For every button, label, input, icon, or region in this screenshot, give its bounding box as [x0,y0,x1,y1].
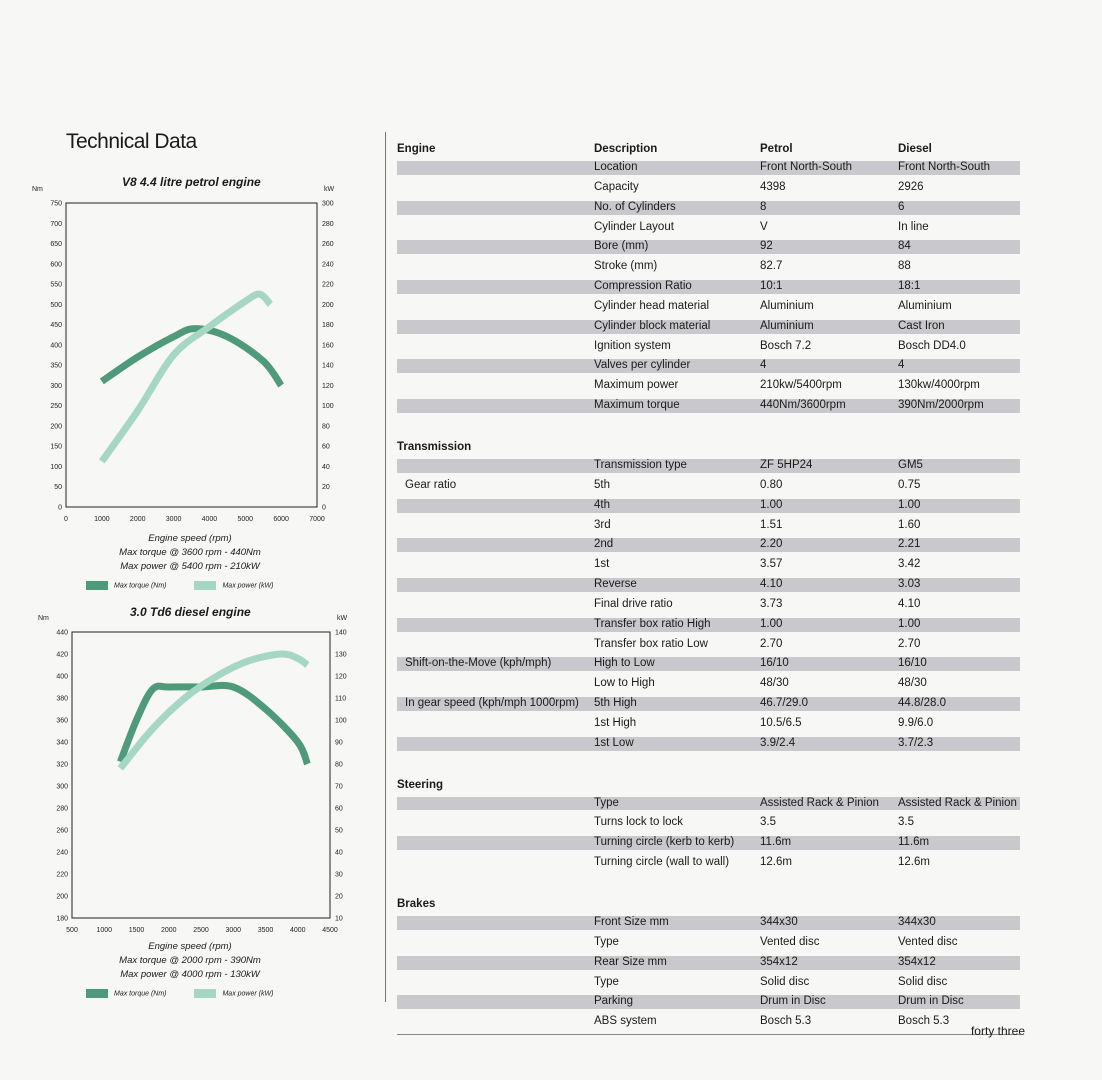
section-spacer [397,416,1020,426]
y-right-tick-label: 260 [322,241,334,249]
row-shading [397,280,1020,294]
row-description: Cylinder head material [594,299,710,312]
row-diesel-value: 390Nm/2000rpm [898,399,984,412]
y-left-tick-label: 240 [56,849,68,857]
row-petrol-value: 1.00 [760,498,783,511]
row-description: Parking [594,995,633,1008]
row-petrol-value: V [760,220,768,233]
row-diesel-value: 12.6m [898,856,930,869]
row-shading [397,359,1020,373]
row-description: Capacity [594,180,639,193]
table-row [397,496,1020,516]
row-petrol-value: 10.5/6.5 [760,716,802,729]
row-petrol-value: 4 [760,359,767,372]
y-left-tick-label: 650 [50,241,62,249]
y-left-tick-label: 280 [56,805,68,813]
table-row [397,257,1020,277]
row-diesel-value: 354x12 [898,955,936,968]
petrol-chart-block [32,170,340,600]
table-row [397,356,1020,376]
section-header [397,128,1020,158]
y-right-tick-label: 0 [322,504,326,512]
petrol-chart-title: V8 4.4 litre petrol engine [122,175,261,189]
y-left-tick-label: 320 [56,761,68,769]
diesel-power-note: Max power @ 4000 rpm - 130kW [120,969,260,980]
table-row [397,734,1020,754]
y-left-tick-label: 250 [50,403,62,411]
y-left-tick-label: 200 [56,893,68,901]
row-petrol-value: 12.6m [760,856,792,869]
y-right-unit: kW [323,186,335,193]
y-right-tick-label: 130 [335,651,347,659]
y-left-tick-label: 400 [56,673,68,681]
row-petrol-value: 2.70 [760,637,783,650]
row-description: 4th [594,498,610,511]
section-spacer [397,873,1020,883]
row-description: Stroke (mm) [594,260,658,273]
row-description: Maximum power [594,379,679,392]
y-right-tick-label: 100 [335,717,347,725]
row-diesel-value: Solid disc [898,975,948,988]
row-petrol-value: ZF 5HP24 [760,458,813,471]
x-tick-label: 0 [64,516,68,523]
petrol-torque-note: Max torque @ 3600 rpm - 440Nm [119,547,261,558]
x-tick-label: 1000 [94,516,110,523]
row-diesel-value: In line [898,220,929,233]
row-description: Transmission type [594,458,687,471]
y-left-tick-label: 700 [50,220,62,228]
table-row [397,178,1020,198]
row-petrol-value: 210kw/5400rpm [760,379,842,392]
row-diesel-value: 2926 [898,180,924,193]
y-right-tick-label: 160 [322,342,334,350]
row-diesel-value: Cast Iron [898,319,945,332]
y-left-tick-label: 300 [50,382,62,390]
x-tick-label: 1500 [128,927,145,934]
table-row [397,277,1020,297]
row-petrol-value: 344x30 [760,916,798,928]
column-header-diesel: Diesel [898,143,932,155]
row-petrol-value: Aluminium [760,319,814,332]
row-petrol-value: 11.6m [760,836,792,849]
row-description: Turns lock to lock [594,816,684,829]
row-petrol-value: 92 [760,240,773,253]
row-petrol-value: 8 [760,200,767,213]
table-row [397,555,1020,575]
y-left-tick-label: 220 [56,871,68,879]
y-right-tick-label: 20 [322,484,330,492]
x-tick-label: 1000 [96,927,113,934]
row-petrol-value: 4398 [760,180,786,193]
page-number: forty three [970,1024,1025,1038]
row-petrol-value: 4.10 [760,578,783,591]
table-row [397,674,1020,694]
table-row [397,654,1020,674]
row-description: Maximum torque [594,399,680,412]
y-left-tick-label: 260 [56,827,68,835]
torque-curve [120,685,307,764]
table-row [397,833,1020,853]
table-row [397,714,1020,734]
row-description: Compression Ratio [594,280,692,293]
row-diesel-value: 3.42 [898,558,921,571]
row-shading [397,459,1020,473]
row-petrol-value: 82.7 [760,260,783,273]
row-description: 1st Low [594,736,634,749]
row-diesel-value: 344x30 [898,916,936,928]
row-diesel-value: GM5 [898,458,923,471]
row-diesel-value: Front North-South [898,161,991,173]
x-tick-label: 2500 [193,927,209,934]
y-right-tick-label: 50 [335,827,343,835]
y-right-tick-label: 70 [335,783,343,791]
table-row [397,973,1020,993]
row-petrol-value: 3.5 [760,816,776,829]
y-left-tick-label: 420 [56,651,68,659]
section-header [397,764,1020,794]
row-description: 1st High [594,716,637,729]
table-row [397,992,1020,1012]
diesel-legend [86,989,299,998]
table-row [397,376,1020,396]
row-description: Transfer box ratio High [594,617,711,630]
y-left-tick-label: 0 [58,504,62,512]
y-right-tick-label: 200 [322,301,334,309]
x-tick-label: 7000 [309,516,325,523]
row-description: Cylinder Layout [594,220,674,233]
row-shading [397,499,1020,513]
row-shading [397,201,1020,215]
row-description: Front Size mm [594,916,669,928]
table-row [397,575,1020,595]
y-right-tick-label: 300 [322,200,334,208]
row-shading [397,240,1020,254]
row-petrol-value: 0.80 [760,478,783,491]
y-left-tick-label: 440 [56,629,68,637]
row-group-label: Gear ratio [405,478,457,491]
y-left-tick-label: 100 [50,463,62,471]
y-right-tick-label: 10 [335,915,343,923]
y-left-tick-label: 750 [50,200,62,208]
row-diesel-value: 6 [898,200,905,213]
row-petrol-value: Vented disc [760,935,820,948]
y-right-tick-label: 40 [335,849,343,857]
diesel-torque-note: Max torque @ 2000 rpm - 390Nm [119,955,261,966]
column-header-petrol: Petrol [760,143,793,155]
y-right-tick-label: 30 [335,871,343,879]
y-left-unit: Nm [38,615,49,622]
table-row [397,476,1020,496]
y-right-tick-label: 220 [322,281,334,289]
row-description: No. of Cylinders [594,200,676,213]
x-tick-label: 2000 [160,927,177,934]
diesel-chart-title: 3.0 Td6 diesel engine [130,605,251,619]
row-diesel-value: 1.00 [898,617,921,630]
petrol-chart [32,170,340,530]
page-title: Technical Data [66,130,197,153]
row-petrol-value: 1.51 [760,518,783,531]
table-row [397,297,1020,317]
table-row [397,158,1020,178]
section-title: Transmission [397,440,472,453]
table-row [397,933,1020,953]
spec-table [397,128,1020,1035]
x-tick-label: 3500 [257,927,274,934]
row-description: 3rd [594,518,611,531]
row-description: Valves per cylinder [594,359,691,372]
x-tick-label: 5000 [237,516,254,523]
section-title: Engine [397,143,436,155]
row-petrol-value: 1.00 [760,617,783,630]
y-right-tick-label: 240 [322,261,334,269]
diesel-xlabel: Engine speed (rpm) [148,941,232,952]
petrol-chart-caption [40,532,340,574]
row-diesel-value: 3.03 [898,578,921,591]
row-description: 2nd [594,538,614,551]
table-row [397,198,1020,218]
row-description: Turning circle (wall to wall) [594,856,730,869]
y-right-tick-label: 80 [335,761,343,769]
y-right-tick-label: 60 [322,443,330,451]
row-description: Type [594,975,619,988]
row-description: 5th [594,478,610,491]
y-left-unit: Nm [32,186,43,193]
y-right-unit: kW [336,615,348,622]
y-right-tick-label: 100 [322,403,334,411]
y-left-tick-label: 300 [56,783,68,791]
table-row [397,337,1020,357]
row-petrol-value: 440Nm/3600rpm [760,399,846,412]
row-description: High to Low [594,657,655,670]
x-tick-label: 500 [66,927,78,934]
y-right-tick-label: 120 [322,382,334,390]
table-bottom-rule [397,1034,1020,1035]
table-row [397,535,1020,555]
row-diesel-value: 11.6m [898,836,930,849]
legend-item-power: Max power (kW) [194,989,273,998]
table-row [397,813,1020,833]
y-right-tick-label: 120 [335,673,347,681]
row-diesel-value: 9.9/6.0 [898,716,934,729]
table-row [397,794,1020,814]
y-right-tick-label: 60 [335,805,343,813]
table-row [397,237,1020,257]
x-tick-label: 3000 [225,927,242,934]
table-row [397,396,1020,416]
row-description: 1st [594,558,610,571]
y-left-tick-label: 400 [50,342,62,350]
table-row [397,516,1020,536]
row-petrol-value: 48/30 [760,677,789,690]
row-diesel-value: 1.00 [898,498,921,511]
row-petrol-value: Solid disc [760,975,810,988]
row-diesel-value: Vented disc [898,935,958,948]
row-diesel-value: 130kw/4000rpm [898,379,980,392]
y-right-tick-label: 40 [322,463,330,471]
row-description: Ignition system [594,339,671,352]
y-left-tick-label: 200 [50,423,62,431]
y-left-tick-label: 500 [50,301,62,309]
row-diesel-value: 3.5 [898,816,914,829]
table-row [397,456,1020,476]
y-right-tick-label: 20 [335,893,343,901]
y-right-tick-label: 140 [322,362,334,370]
row-diesel-value: 0.75 [898,478,921,491]
y-left-tick-label: 450 [50,322,62,330]
row-diesel-value: 4.10 [898,597,921,610]
y-right-tick-label: 90 [335,739,343,747]
row-description: Reverse [594,578,637,591]
y-left-tick-label: 360 [56,717,68,725]
x-tick-label: 4000 [201,516,218,523]
y-left-tick-label: 380 [56,695,68,703]
row-description: Bore (mm) [594,240,649,253]
row-description: ABS system [594,1015,657,1028]
plot-frame [72,632,330,918]
row-description: Low to High [594,677,655,690]
diesel-chart-caption [40,940,340,982]
table-row [397,913,1020,933]
row-diesel-value: Bosch 5.3 [898,1015,950,1028]
x-tick-label: 4500 [322,927,338,934]
row-description: Cylinder block material [594,319,711,332]
legend-item-torque: Max torque (Nm) [86,581,167,590]
table-row [397,1012,1020,1032]
row-diesel-value: 48/30 [898,677,927,690]
x-tick-label: 6000 [273,516,289,523]
table-row [397,694,1020,714]
diesel-chart-block [38,600,348,1010]
row-description: Rear Size mm [594,955,667,968]
y-left-tick-label: 340 [56,739,68,747]
section-spacer [397,754,1020,764]
petrol-legend [86,581,299,590]
row-description: Turning circle (kerb to kerb) [594,836,735,849]
row-shading [397,578,1020,592]
legend-item-power: Max power (kW) [194,581,273,590]
row-description: Transfer box ratio Low [594,637,708,650]
y-right-tick-label: 140 [335,629,347,637]
row-diesel-value: Aluminium [898,299,952,312]
row-diesel-value: 84 [898,240,911,253]
row-group-label: In gear speed (kph/mph 1000rpm) [405,697,579,710]
row-petrol-value: Bosch 5.3 [760,1015,812,1028]
row-petrol-value: Aluminium [760,299,814,312]
row-diesel-value: 2.70 [898,637,921,650]
row-diesel-value: 2.21 [898,538,921,551]
section-header [397,426,1020,456]
y-right-tick-label: 280 [322,220,334,228]
row-petrol-value: Assisted Rack & Pinion [760,796,879,809]
x-tick-label: 4000 [289,927,306,934]
row-petrol-value: 10:1 [760,280,783,293]
table-row [397,635,1020,655]
row-diesel-value: 3.7/2.3 [898,736,934,749]
table-row [397,953,1020,973]
table-row [397,615,1020,635]
row-diesel-value: 16/10 [898,657,927,670]
y-right-tick-label: 110 [335,695,347,703]
row-petrol-value: Bosch 7.2 [760,339,812,352]
x-tick-label: 3000 [165,516,182,523]
row-petrol-value: 3.9/2.4 [760,736,796,749]
x-tick-label: 2000 [129,516,146,523]
table-row [397,218,1020,238]
diesel-chart [38,600,348,940]
table-row [397,317,1020,337]
row-petrol-value: Drum in Disc [760,995,826,1008]
row-description: Type [594,796,619,809]
y-left-tick-label: 600 [50,261,62,269]
row-diesel-value: 44.8/28.0 [898,697,946,710]
y-left-tick-label: 180 [56,915,68,923]
row-diesel-value: Drum in Disc [898,995,964,1008]
y-left-tick-label: 550 [50,281,62,289]
row-petrol-value: 3.57 [760,558,783,571]
row-diesel-value: 88 [898,260,911,273]
row-diesel-value: Assisted Rack & Pinion [898,796,1017,809]
row-petrol-value: 354x12 [760,955,798,968]
petrol-power-note: Max power @ 5400 rpm - 210kW [120,561,260,572]
row-diesel-value: 1.60 [898,518,921,531]
y-left-tick-label: 150 [50,443,62,451]
row-petrol-value: Front North-South [760,161,853,173]
power-curve [120,654,307,768]
row-petrol-value: 3.73 [760,597,783,610]
section-title: Brakes [397,898,436,910]
y-right-tick-label: 180 [322,322,334,330]
row-description: Location [594,161,638,173]
row-description: Final drive ratio [594,597,673,610]
power-curve [102,294,271,461]
row-shading [397,538,1020,552]
row-diesel-value: 18:1 [898,280,921,293]
row-diesel-value: 4 [898,359,905,372]
y-right-tick-label: 80 [322,423,330,431]
table-row [397,595,1020,615]
y-left-tick-label: 50 [54,484,62,492]
section-header [397,883,1020,913]
table-row [397,853,1020,873]
row-diesel-value: Bosch DD4.0 [898,339,966,352]
row-petrol-value: 16/10 [760,657,789,670]
column-header-description: Description [594,143,658,155]
row-description: 5th High [594,697,637,710]
row-description: Type [594,935,619,948]
column-divider [385,132,386,1002]
row-group-label: Shift-on-the-Move (kph/mph) [405,657,552,670]
petrol-xlabel: Engine speed (rpm) [148,533,232,544]
section-title: Steering [397,778,444,791]
y-left-tick-label: 350 [50,362,62,370]
row-petrol-value: 46.7/29.0 [760,697,808,710]
legend-item-torque: Max torque (Nm) [86,989,167,998]
row-petrol-value: 2.20 [760,538,783,551]
